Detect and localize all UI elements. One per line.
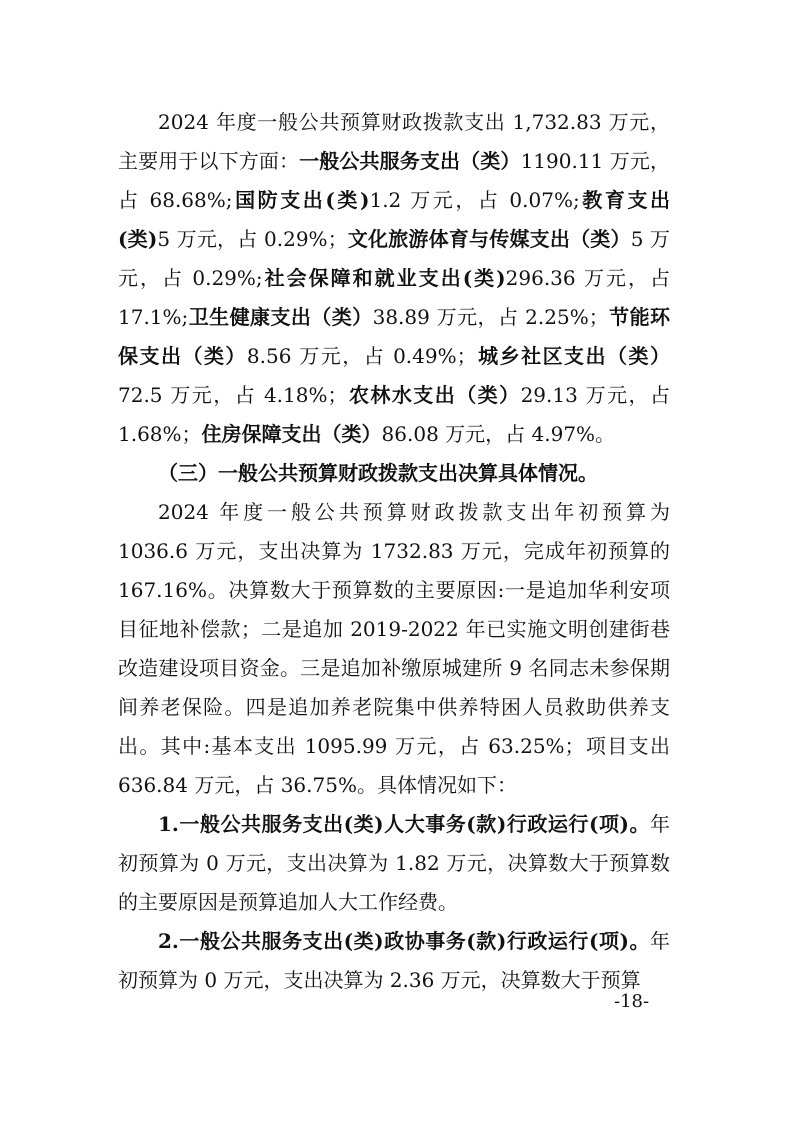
text-run: 296.36 万元，占 17.1%; [118, 266, 670, 329]
text-run: 8.56 万元，占 0.49%； [246, 344, 477, 368]
bold-category: 社会保障和就业支出(类) [262, 266, 506, 290]
text-run: 5 万元，占 0.29%； [157, 227, 348, 251]
bold-category: 教育支出(类) [118, 188, 671, 251]
bold-category: 文化旅游体育与传媒支出（类） [347, 227, 631, 251]
item-title: 2.一般公共服务支出(类)政协事务(款)行政运行(项)。 [158, 929, 650, 953]
item-cppcc-affairs [118, 922, 670, 1000]
text-run: 1.2 万元，占 0.07%; [369, 188, 580, 212]
document-body [118, 103, 670, 1000]
text-run: 1190.11 万元，占 68.68%; [118, 149, 671, 212]
item-text: 年初预算为 0 万元，支出决算为 1.82 万元，决算数大于预算数的主要原因是预算追加人大工作经费。 [118, 812, 670, 914]
bold-category: 城乡社区支出（类） [476, 344, 671, 368]
text-run: 5 万元，占 0.29%; [118, 227, 670, 290]
bold-category: 国防支出(类) [232, 188, 370, 212]
bold-category: 卫生健康支出（类） [188, 305, 373, 329]
text-run: 72.5 万元，占 4.18%； [118, 383, 348, 407]
text-run: 2024 年度一般公共预算财政拨款支出 1,732.83 万元，主要用于以下方面： [118, 110, 670, 173]
item-npc-affairs [118, 805, 670, 922]
bold-category: 一般公共服务支出（类） [299, 149, 521, 173]
section-heading: （三）一般公共预算财政拨款支出决算具体情况。 [158, 461, 598, 485]
item-title: 1.一般公共服务支出(类)人大事务(款)行政运行(项)。 [158, 812, 650, 836]
item-text: 年初预算为 0 万元，支出决算为 2.36 万元，决算数大于预算 [118, 929, 670, 992]
text-run: 29.13 万元，占 1.68%； [118, 383, 671, 446]
bold-category: 节能环保支出（类） [118, 305, 671, 368]
text-run: 86.08 万元，占 4.97%。 [381, 422, 616, 446]
bold-category: 农林水支出（类） [347, 383, 521, 407]
page-number: -18- [614, 991, 650, 1012]
paragraph-expenditure-summary [118, 103, 670, 454]
text-run: 38.89 万元，占 2.25%； [372, 305, 609, 329]
paragraph-budget-details: 2024 年度一般公共预算财政拨款支出年初预算为 1036.6 万元，支出决算为 1732.83 万元，完成年初预算的 167.16%。决算数大于预算数的主要原因:一是追加华利安项目征地补偿款；二是追加 2019-2022 年已实施文明创建街巷改造建设项目资金。三是追加补缴原城建所 9 名同志未参保期间养老保险。四是追加养老院集中供养特困人员救助供养支出。其中:基本支出 1095.99 万元，占 63.25%；项目支出 636.84 万元，占 36.75%。具体情况如下： [118, 500, 670, 797]
bold-category: 住房保障支出（类） [201, 422, 382, 446]
